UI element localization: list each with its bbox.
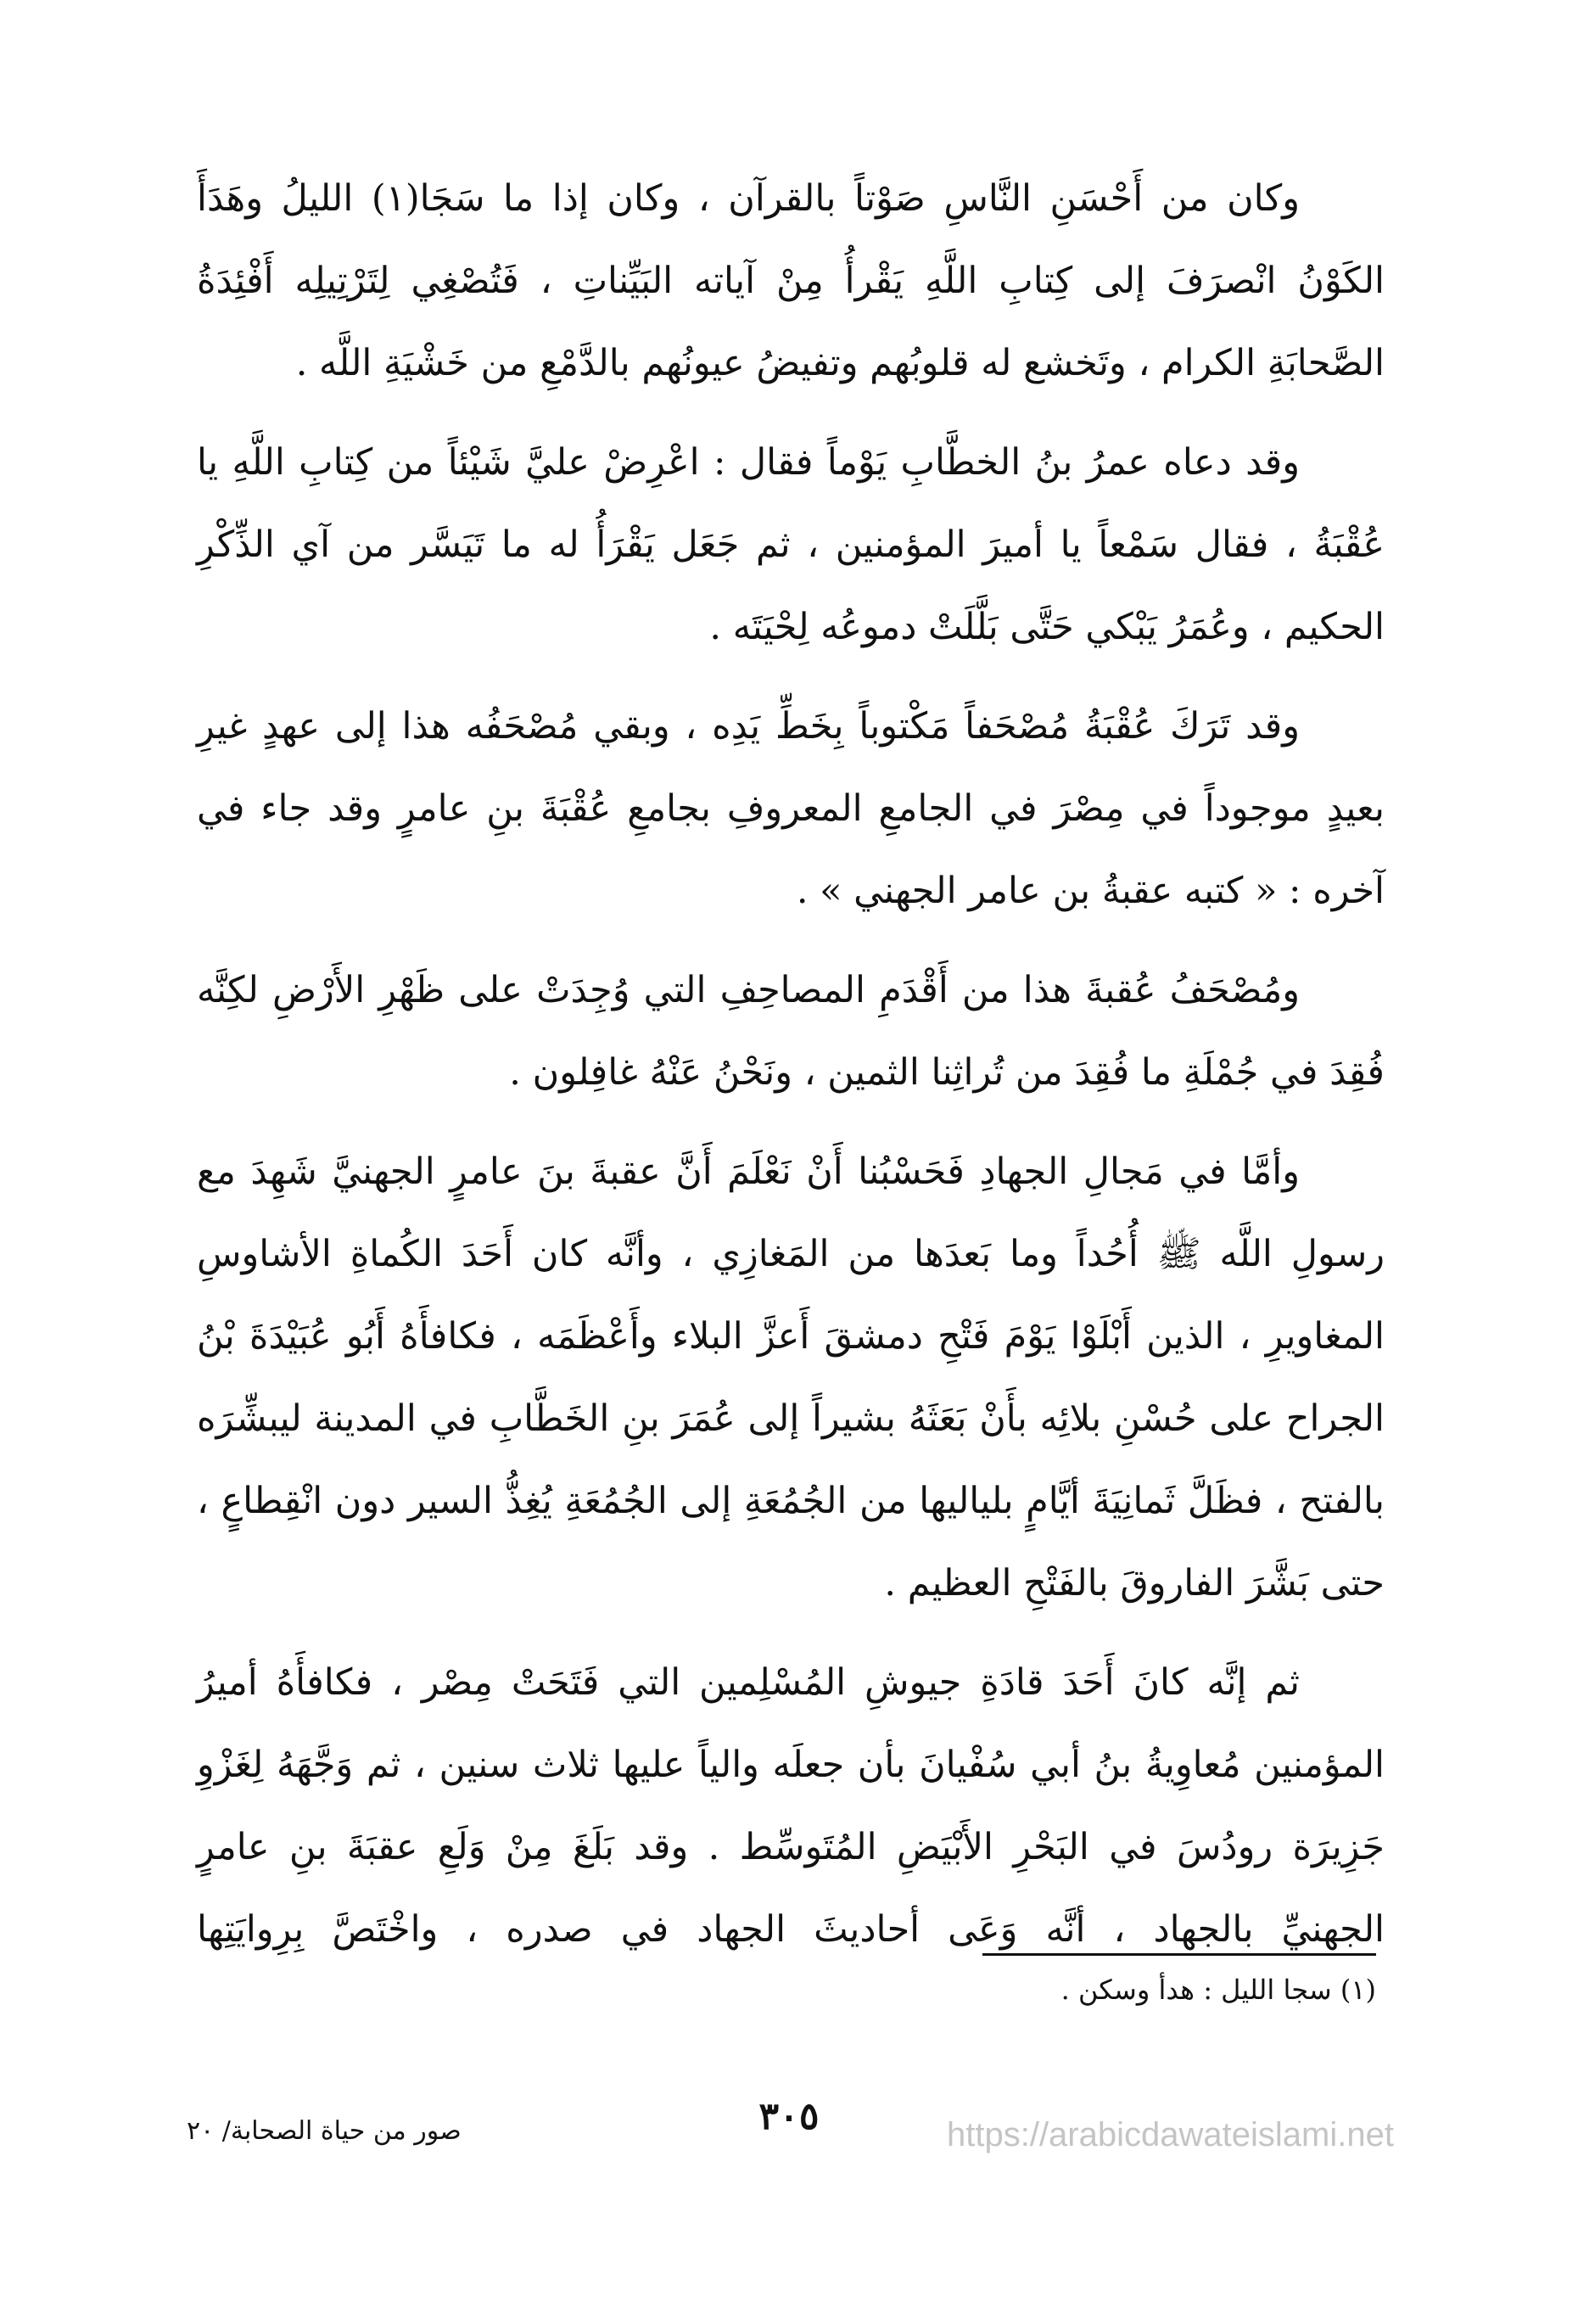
- watermark-url: https://arabicdawateislami.net: [947, 2116, 1394, 2153]
- paragraph: وأمَّا في مَجالِ الجهادِ فَحَسْبُنا أَنْ نَعْلَمَ أَنَّ عقبةَ بنَ عامرٍ الجهنيَّ شَهِدَ مع رسولِ اللَّه ﷺ أُحُداً وما بَعدَها من المَغازِي ، وأنَّه كان أَحَدَ الكُماةِ الأشاوسِ المغاويرِ ، الذين أَبْلَوْا يَوْمَ فَتْحِ دمشقَ أَعزَّ البلاء وأَعْظَمَه ، فكافأَهُ أَبُو عُبَيْدَةَ بْنُ الجراح على حُسْنِ بلائِه بأَنْ بَعَثَهُ بشيراً إلى عُمَرَ بنِ الخَطَّابِ في المدينة ليبشِّرَه بالفتح ، فظَلَّ ثَمانِيَةَ أيَّامٍ بلياليها من الجُمُعَةِ إلى الجُمُعَةِ يُغِذُّ السير دون انْقِطاعٍ ، حتى بَشَّرَ الفاروقَ بالفَتْحِ العظيم .: [197, 1151, 1385, 1604]
- paragraph: ثم إنَّه كانَ أَحَدَ قادَةِ جيوشِ المُسْلِمين التي فَتَحَتْ مِصْر ، فكافأَهُ أميرُ المؤمنين مُعاوِيةُ بنُ أبي سُفْيانَ بأن جعلَه والياً عليها ثلاث سنين ، ثم وَجَّهَهُ لِغَزْوِ جَزِيرَة رودُسَ في البَحْرِ الأَبْيَضِ المُتَوسِّط . وقد بَلَغَ مِنْ وَلَعِ عقبَةَ بنِ عامرٍ الجهنيِّ بالجهاد ، أنَّه وَعَى أحاديثَ الجهاد في صدره ، واخْتَصَّ بِرِوايَتِها: [197, 1661, 1385, 1951]
- paragraph: ومُصْحَفُ عُقبةَ هذا من أَقْدَمِ المصاحِفِ التي وُجِدَتْ على ظَهْرِ الأَرْضِ لكِنَّه فُقِدَ في جُمْلَةِ ما فُقِدَ من تُراثِنا الثمين ، ونَحْنُ عَنْهُ غافِلون .: [197, 969, 1385, 1094]
- footnote: (١) سجا الليل : هدأ وسكن .: [1060, 1974, 1376, 2006]
- running-footer: صور من حياة الصحابة/ ٢٠: [187, 2116, 462, 2146]
- footnote-divider: [982, 1953, 1376, 1956]
- paragraph: وكان من أَحْسَنِ النَّاسِ صَوْتاً بالقرآن ، وكان إذا ما سَجَا(١) الليلُ وهَدَأَ الكَوْنُ انْصرَفَ إلى كِتابِ اللَّهِ يَقْرأُ مِنْ آياته البَيِّناتِ ، فَتُصْغِي لِتَرْتِيلِه أَفْئِدَةُ الصَّحابَةِ الكرام ، وتَخشع له قلوبُهم وتفيضُ عيونُهم بالدَّمْعِ من خَشْيَةِ اللَّه .: [197, 177, 1385, 384]
- paragraph: وقد دعاه عمرُ بنُ الخطَّابِ يَوْماً فقال : اعْرِضْ عليَّ شَيْئاً من كِتابِ اللَّهِ يا عُقْبَةُ ، فقال سَمْعاً يا أميرَ المؤمنين ، ثم جَعَل يَقْرَأُ له ما تَيَسَّر من آي الذِّكْرِ الحكيم ، وعُمَرُ يَبْكي حَتَّى بَلَّلَتْ دموعُه لِحْيَتَه .: [197, 441, 1385, 648]
- page-number: ٣٠٥: [758, 2095, 820, 2138]
- paragraph: وقد تَرَكَ عُقْبَةُ مُصْحَفاً مَكْتوباً بِخَطِّ يَدِه ، وبقي مُصْحَفُه هذا إلى عهدٍ غيرِ بعيدٍ موجوداً في مِصْرَ في الجامعِ المعروفِ بجامعِ عُقْبَةَ بنِ عامرٍ وقد جاء في آخره : « كتبه عقبةُ بن عامر الجهني » .: [197, 705, 1385, 912]
- main-text: [197, 158, 1385, 1988]
